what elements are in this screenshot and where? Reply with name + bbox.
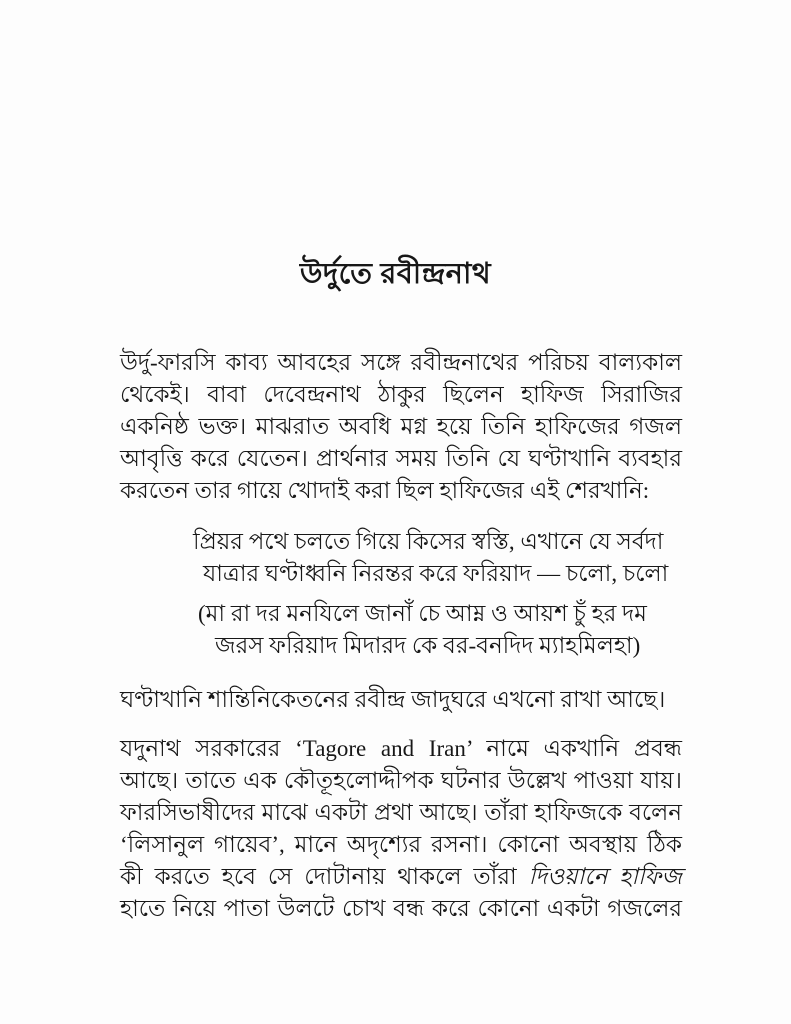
page-title: উর্দুতে রবীন্দ্রনাথ: [299, 258, 492, 290]
text-line: ঘণ্টাখানি শান্তিনিকেতনের রবীন্দ্র জাদুঘরে এখনো রাখা আছে।: [120, 687, 666, 712]
text-line: যদুনাথ সরকারের ‘Tagore and Iran’ নামে একখানি প্রবন্ধ: [120, 736, 682, 761]
text-line: একনিষ্ঠ ভক্ত। মাঝরাত অবধি মগ্ন হয়ে তিনি হাফিজের গজল: [120, 414, 682, 439]
paragraph-intro: [120, 347, 682, 507]
text-line-with-italic: [120, 861, 682, 893]
text-segment: কী করতে হবে সে দোটানায় থাকলে তাঁরা: [120, 864, 529, 889]
text-line: থেকেই। বাবা দেবেন্দ্রনাথ ঠাকুর ছিলেন হাফিজ সিরাজির: [120, 382, 682, 407]
paragraph-bell-note: [120, 684, 682, 716]
title-container: [0, 251, 791, 300]
text-line: ফারসিভাষীদের মাঝে একটা প্রথা আছে। তাঁরা হাফিজকে বলেন: [120, 800, 682, 825]
text-line: হাতে নিয়ে পাতা উলটে চোখ বন্ধ করে কোনো একটা গজলের: [120, 896, 682, 921]
verse-bengali-couplet: [120, 526, 682, 590]
text-line: উর্দু-ফারসি কাব্য আবহের সঙ্গে রবীন্দ্রনাথের পরিচয় বাল্যকাল: [120, 350, 682, 375]
transliteration-line: (মা রা দর মনযিলে জানাঁ চে আম্ন ও আয়শ চুঁ হর দম: [198, 601, 647, 626]
text-line: করতেন তার গায়ে খোদাই করা ছিল হাফিজের এই শেরখানি:: [120, 478, 650, 503]
paragraph-jadunath: [120, 733, 682, 925]
transliteration-line: জরস ফরিয়াদ মিদারদ কে বর-বনদিদ ম্যাহমিলহা): [215, 633, 641, 658]
verse-persian-transliteration: [120, 598, 682, 662]
verse-line: যাত্রার ঘণ্টাধ্বনি নিরন্তর করে ফরিয়াদ — চলো, চলো: [203, 561, 669, 586]
book-title-italic: দিওয়ানে হাফিজ: [528, 864, 682, 889]
text-line: আবৃত্তি করে যেতেন। প্রার্থনার সময় তিনি যে ঘণ্টাখানি ব্যবহার: [120, 446, 682, 471]
verse-line: প্রিয়র পথে চলতে গিয়ে কিসের স্বস্তি, এখানে যে সর্বদা: [193, 529, 664, 554]
text-line: ‘লিসানুল গায়েব’, মানে অদৃশ্যের রসনা। কোনো অবস্থায় ঠিক: [120, 832, 682, 857]
text-line: আছে। তাতে এক কৌতূহলোদ্দীপক ঘটনার উল্লেখ পাওয়া যায়।: [120, 768, 682, 793]
